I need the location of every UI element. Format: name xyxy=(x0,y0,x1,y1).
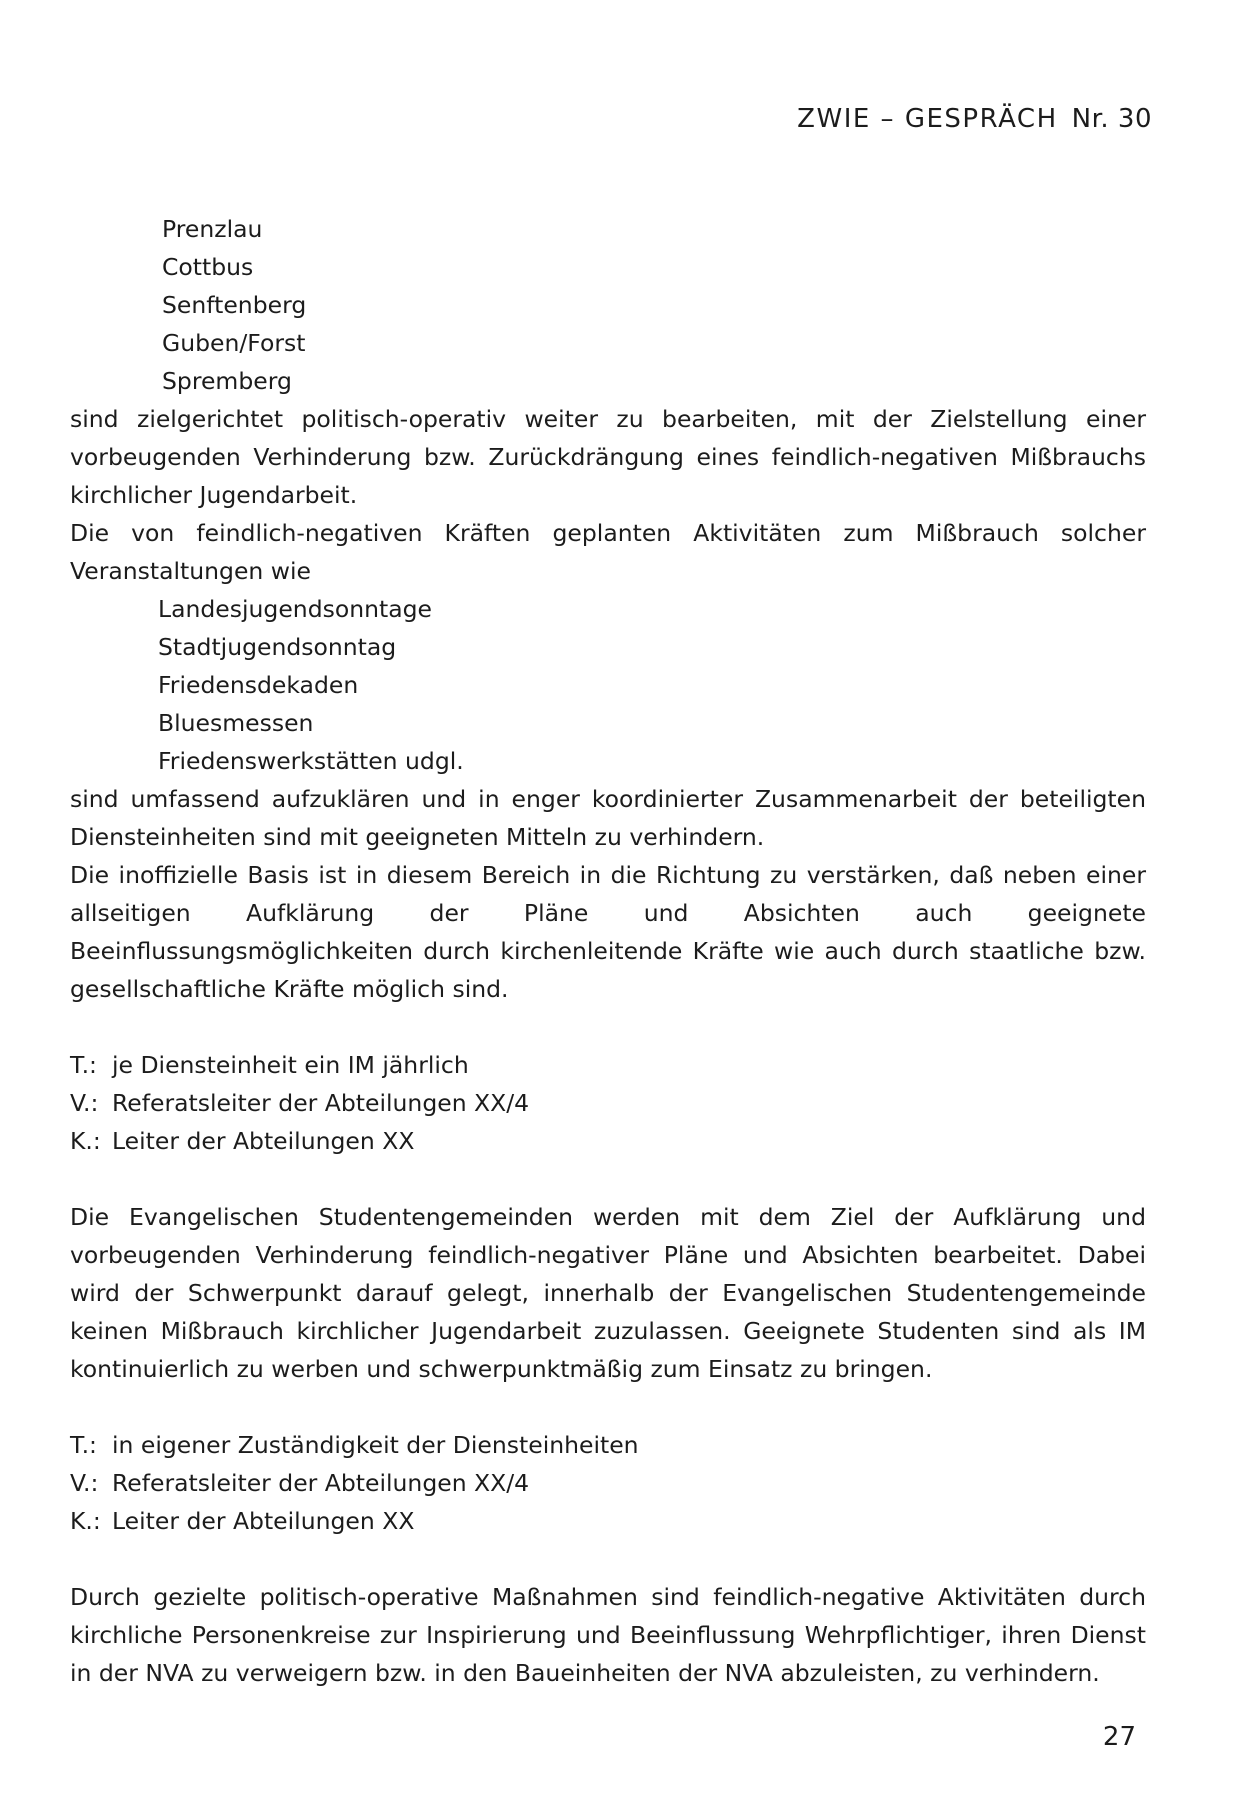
header-title: ZWIE – GESPRÄCH xyxy=(797,104,1058,134)
control-key: K.: xyxy=(70,1127,101,1155)
control-key: K.: xyxy=(70,1507,101,1535)
deadline-key: T.: xyxy=(70,1051,97,1079)
paragraph: Die inoffizielle Basis ist in diesem Bereich in die Richtung zu verstärken, daß neben einer allseitigen Aufklärung der Pläne und Absichten auch geeignete Beeinflussungsmöglichkeiten durch kirchenleitende Kräfte wie auch durch staatliche bzw. gesellschaftliche Kräfte möglich sind. xyxy=(70,861,1146,1003)
deadline-value: in eigener Zuständigkeit der Diensteinheiten xyxy=(112,1431,639,1459)
responsible-key: V.: xyxy=(70,1469,99,1497)
list-item: Friedenswerkstätten udgl. xyxy=(158,747,464,775)
responsibility-block xyxy=(70,1426,1146,1540)
paragraph: Die von feindlich-negativen Kräften geplanten Aktivitäten zum Mißbrauch solcher Veranstaltungen wie xyxy=(70,519,1146,585)
list-item: Friedensdekaden xyxy=(158,671,359,699)
paragraph: Die Evangelischen Studentengemeinden werden mit dem Ziel der Aufklärung und vorbeugenden Verhinderung feindlich-negativer Pläne und Absichten bearbeitet. Dabei wird der Schwerpunkt darauf gelegt, innerhalb der Evangelischen Studentengemeinde keinen Mißbrauch kirchlicher Jugendarbeit zuzulassen. Geeignete Studenten sind als IM kontinuierlich zu werben und schwerpunktmäßig zum Einsatz zu bringen. xyxy=(70,1203,1146,1383)
spacer xyxy=(70,1160,1146,1198)
paragraph: sind zielgerichtet politisch-operativ weiter zu bearbeiten, mit der Zielstellung einer vorbeugenden Verhinderung bzw. Zurückdrängung eines feindlich-negativen Mißbrauchs kirchlicher Jugendarbeit. xyxy=(70,405,1146,509)
list-item: Senftenberg xyxy=(162,291,307,319)
list-item: Guben/Forst xyxy=(162,329,306,357)
responsible-line xyxy=(70,1084,1146,1122)
list-item: Stadtjugendsonntag xyxy=(158,633,397,661)
responsible-value: Referatsleiter der Abteilungen XX/4 xyxy=(112,1089,530,1117)
spacer xyxy=(70,1008,1146,1046)
list-item: Landesjugendsonntage xyxy=(158,595,433,623)
list-item: Cottbus xyxy=(162,253,254,281)
page-number: 27 xyxy=(1102,1722,1136,1752)
responsible-key: V.: xyxy=(70,1089,99,1117)
list-item: Bluesmessen xyxy=(158,709,314,737)
responsible-value: Referatsleiter der Abteilungen XX/4 xyxy=(112,1469,530,1497)
paragraph: sind umfassend aufzuklären und in enger koordinierter Zusammenarbeit der beteiligten Diensteinheiten sind mit geeigneten Mitteln zu verhindern. xyxy=(70,785,1146,851)
deadline-line xyxy=(70,1426,1146,1464)
header-issue-number: Nr. 30 xyxy=(1071,104,1152,134)
deadline-value: je Diensteinheit ein IM jährlich xyxy=(112,1051,469,1079)
list-item: Prenzlau xyxy=(162,215,263,243)
running-header xyxy=(797,104,1152,134)
control-value: Leiter der Abteilungen XX xyxy=(112,1127,415,1155)
paragraph: Durch gezielte politisch-operative Maßnahmen sind feindlich-negative Aktivitäten durch kirchliche Personenkreise zur Inspirierung und Beeinflussung Wehrpflichtiger, ihren Dienst in der NVA zu verweigern bzw. in den Baueinheiten der NVA abzuleisten, zu verhindern. xyxy=(70,1583,1146,1687)
spacer xyxy=(70,1540,1146,1578)
deadline-key: T.: xyxy=(70,1431,97,1459)
control-line xyxy=(70,1122,1146,1160)
responsibility-block xyxy=(70,1046,1146,1160)
control-line xyxy=(70,1502,1146,1540)
control-value: Leiter der Abteilungen XX xyxy=(112,1507,415,1535)
list-item: Spremberg xyxy=(162,367,292,395)
spacer xyxy=(70,1388,1146,1426)
events-list xyxy=(70,590,1146,780)
places-list xyxy=(70,210,1146,400)
responsible-line xyxy=(70,1464,1146,1502)
page-body xyxy=(70,210,1146,1692)
deadline-line xyxy=(70,1046,1146,1084)
